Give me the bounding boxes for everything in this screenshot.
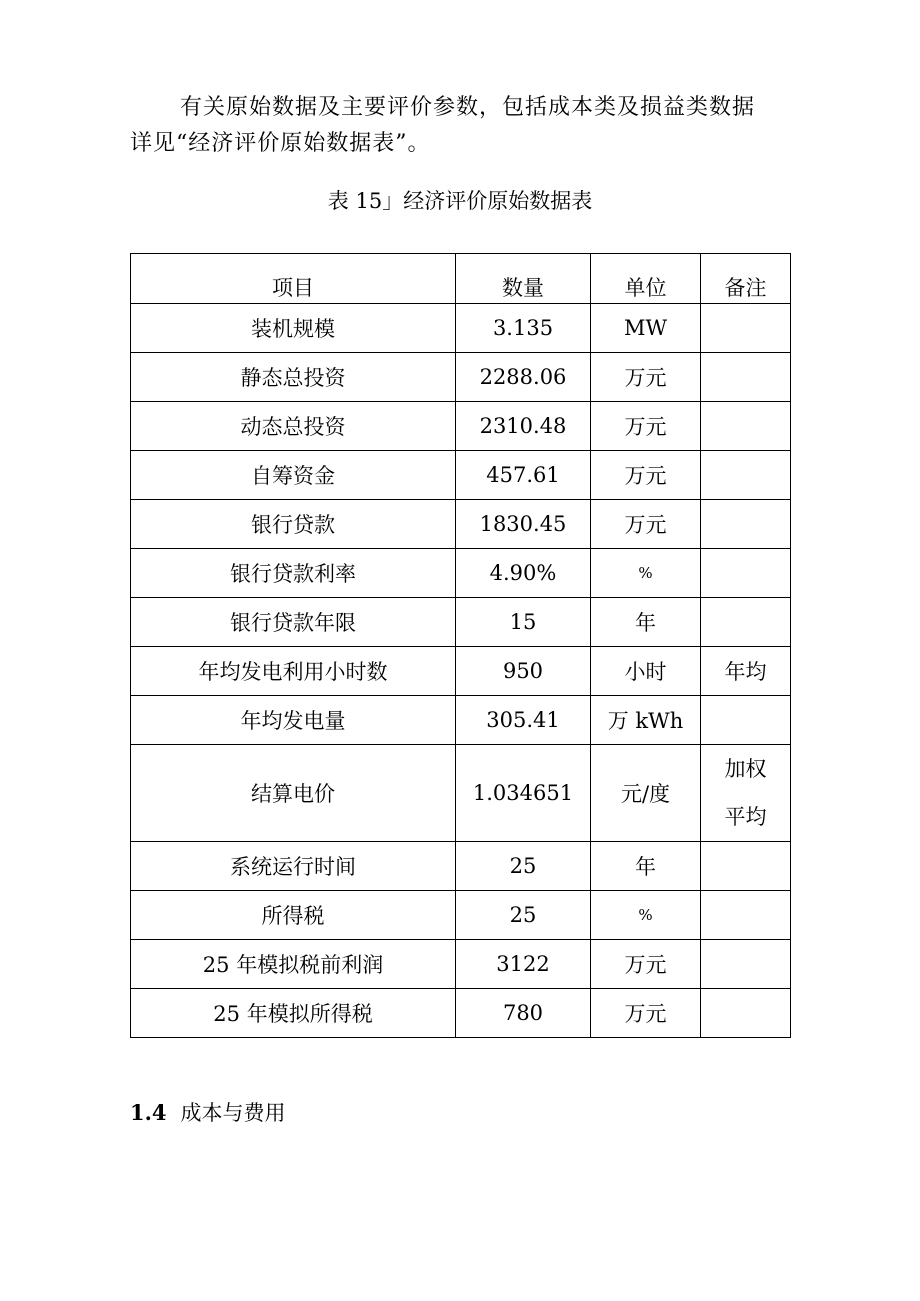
cell-item: 结算电价 bbox=[131, 745, 456, 842]
cell-quantity: 25 bbox=[456, 891, 591, 940]
cell-quantity: 3122 bbox=[456, 940, 591, 989]
table-row bbox=[131, 304, 791, 353]
cell-item: 25 年模拟税前利润 bbox=[131, 940, 456, 989]
cell-note bbox=[701, 989, 791, 1038]
header-note: 备注 bbox=[701, 254, 791, 304]
cell-quantity: 1830.45 bbox=[456, 500, 591, 549]
section-heading bbox=[130, 1097, 286, 1129]
table-row bbox=[131, 989, 791, 1038]
cell-unit: 小时 bbox=[591, 647, 701, 696]
table-row bbox=[131, 940, 791, 989]
cell-item: 静态总投资 bbox=[131, 353, 456, 402]
cell-item: 银行贷款 bbox=[131, 500, 456, 549]
intro-line-2: 详见“经济评价原始数据表”。 bbox=[130, 131, 431, 156]
table-header-row bbox=[131, 254, 791, 304]
cell-note bbox=[701, 745, 791, 842]
cell-unit: 万元 bbox=[591, 940, 701, 989]
cell-unit: 年 bbox=[591, 842, 701, 891]
cell-quantity: 15 bbox=[456, 598, 591, 647]
cell-note bbox=[701, 940, 791, 989]
cell-note: 年均 bbox=[701, 647, 791, 696]
cell-unit: 万元 bbox=[591, 500, 701, 549]
intro-paragraph bbox=[130, 90, 790, 162]
cell-note bbox=[701, 353, 791, 402]
cell-item: 银行贷款利率 bbox=[131, 549, 456, 598]
cell-item: 银行贷款年限 bbox=[131, 598, 456, 647]
cell-item: 动态总投资 bbox=[131, 402, 456, 451]
cell-unit: MW bbox=[591, 304, 701, 353]
cell-quantity: 3.135 bbox=[456, 304, 591, 353]
cell-unit: 万元 bbox=[591, 451, 701, 500]
cell-note bbox=[701, 451, 791, 500]
table-row bbox=[131, 745, 791, 842]
cell-item: 25 年模拟所得税 bbox=[131, 989, 456, 1038]
cell-quantity: 4.90% bbox=[456, 549, 591, 598]
cell-item: 年均发电利用小时数 bbox=[131, 647, 456, 696]
cell-unit: 万元 bbox=[591, 353, 701, 402]
table-row bbox=[131, 842, 791, 891]
cell-quantity: 2288.06 bbox=[456, 353, 591, 402]
header-quantity: 数量 bbox=[456, 254, 591, 304]
cell-item: 自筹资金 bbox=[131, 451, 456, 500]
cell-unit: % bbox=[591, 891, 701, 940]
cell-quantity: 2310.48 bbox=[456, 402, 591, 451]
cell-unit: 年 bbox=[591, 598, 701, 647]
section-number: 1.4 bbox=[130, 1100, 167, 1125]
cell-unit: 元/度 bbox=[591, 745, 701, 842]
table-row bbox=[131, 500, 791, 549]
table-row bbox=[131, 598, 791, 647]
cell-item: 年均发电量 bbox=[131, 696, 456, 745]
cell-quantity: 950 bbox=[456, 647, 591, 696]
cell-note bbox=[701, 304, 791, 353]
economic-data-table bbox=[130, 253, 791, 1038]
table-row bbox=[131, 402, 791, 451]
note-line-1: 加权 bbox=[724, 757, 767, 781]
table-row bbox=[131, 451, 791, 500]
section-title: 成本与费用 bbox=[180, 1101, 286, 1125]
table-row bbox=[131, 696, 791, 745]
cell-item: 所得税 bbox=[131, 891, 456, 940]
cell-note bbox=[701, 696, 791, 745]
table-caption: 表 15」经济评价原始数据表 bbox=[327, 189, 593, 213]
table-row bbox=[131, 891, 791, 940]
cell-unit: 万元 bbox=[591, 989, 701, 1038]
table-row bbox=[131, 353, 791, 402]
intro-line-1: 有关原始数据及主要评价参数，包括成本类及损益类数据 bbox=[180, 95, 756, 120]
cell-note bbox=[701, 598, 791, 647]
cell-quantity: 1.034651 bbox=[456, 745, 591, 842]
note-line-2: 平均 bbox=[724, 805, 767, 829]
cell-note bbox=[701, 402, 791, 451]
cell-note bbox=[701, 549, 791, 598]
header-unit: 单位 bbox=[591, 254, 701, 304]
cell-quantity: 25 bbox=[456, 842, 591, 891]
cell-item: 系统运行时间 bbox=[131, 842, 456, 891]
cell-note bbox=[701, 891, 791, 940]
cell-quantity: 780 bbox=[456, 989, 591, 1038]
cell-unit: % bbox=[591, 549, 701, 598]
cell-note bbox=[701, 500, 791, 549]
table-row bbox=[131, 647, 791, 696]
table-row bbox=[131, 549, 791, 598]
header-item: 项目 bbox=[131, 254, 456, 304]
cell-note bbox=[701, 842, 791, 891]
cell-quantity: 457.61 bbox=[456, 451, 591, 500]
cell-unit: 万元 bbox=[591, 402, 701, 451]
cell-quantity: 305.41 bbox=[456, 696, 591, 745]
cell-unit: 万 kWh bbox=[591, 696, 701, 745]
cell-item: 装机规模 bbox=[131, 304, 456, 353]
